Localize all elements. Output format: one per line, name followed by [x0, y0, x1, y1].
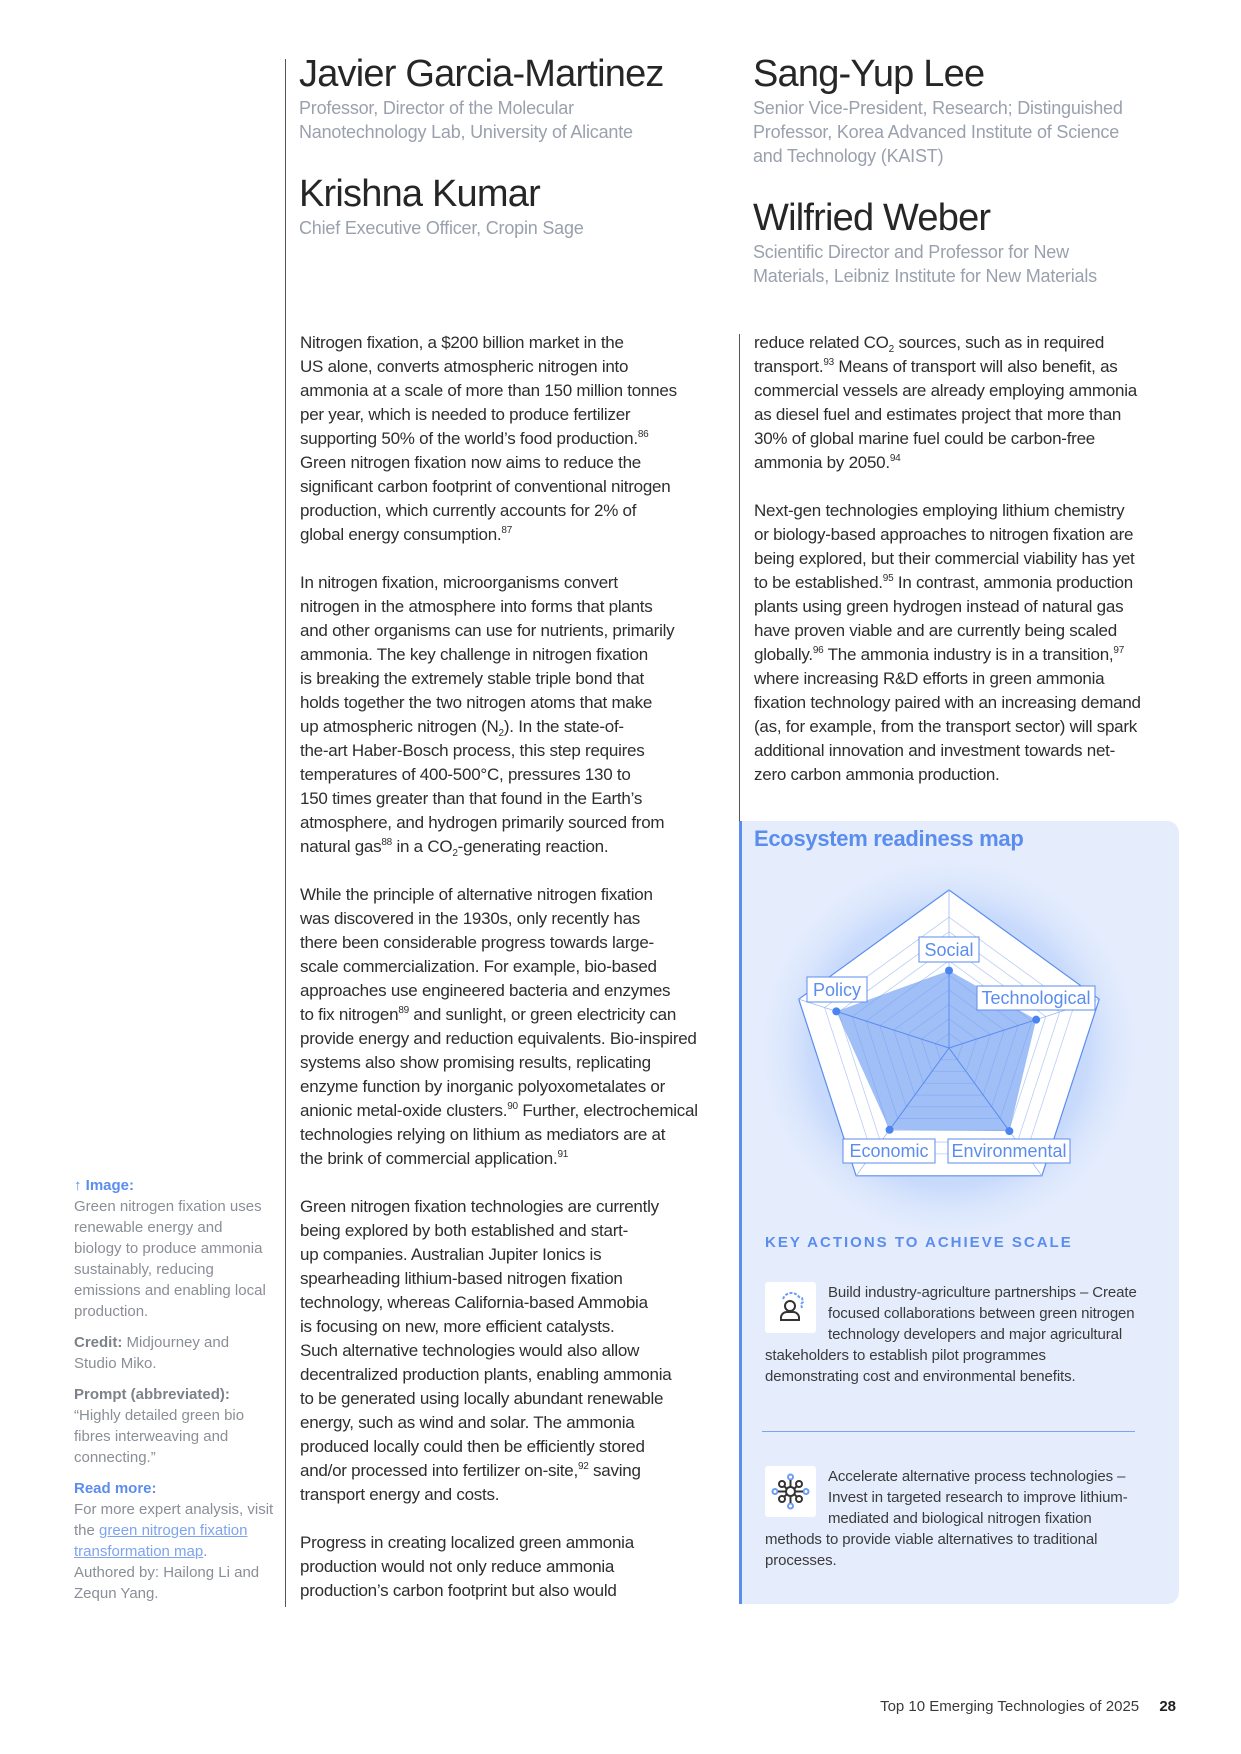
- radar-point-technological: [1032, 1016, 1040, 1024]
- text-line: additional innovation and investment towards net-: [754, 741, 1116, 760]
- text-line: 150 times greater than that found in the Earth’s: [300, 789, 643, 808]
- expert-role: Materials, Leibniz Institute for New Materials: [753, 266, 1097, 286]
- text-line: being explored by both established and start-: [300, 1221, 629, 1240]
- footnote-ref: 89: [398, 1005, 409, 1016]
- prompt-text: “Highly detailed green bio fibres interweaving and connecting.”: [74, 1407, 245, 1466]
- text-line: significant carbon footprint of conventional nitrogen: [300, 477, 671, 496]
- text-line: While the principle of alternative nitrogen fixation: [300, 885, 653, 904]
- text-line: transport energy and costs.: [300, 1485, 500, 1504]
- text-line: global energy consumption.$^{87}$: [300, 525, 513, 544]
- expert-name: Wilfried Weber: [753, 197, 991, 239]
- text-line: where increasing R&D efforts in green ammonia: [754, 669, 1105, 688]
- subscript: 2: [888, 344, 894, 355]
- expert-krishna: [299, 172, 584, 240]
- text-line: the brink of commercial application.$^{91}$: [300, 1149, 569, 1168]
- page-footer: [880, 1698, 1176, 1715]
- text-line: zero carbon ammonia production.: [754, 765, 1000, 784]
- footnote-ref: 96: [812, 645, 824, 656]
- network-hub-icon: [765, 1466, 816, 1517]
- text-line: Next-gen technologies employing lithium chemistry: [754, 501, 1125, 520]
- text-line: Green nitrogen fixation technologies are currently: [300, 1197, 659, 1216]
- text-line: was discovered in the 1930s, only recently has: [300, 909, 641, 928]
- text-line: ammonia at a scale of more than 150 million tonnes: [300, 381, 677, 400]
- text-line: ammonia by 2050.94: [754, 453, 901, 472]
- right-column-divider: [739, 334, 740, 824]
- text-line: to be established.$^{95}$ In contrast, ammonia production: [754, 573, 1133, 592]
- text-line: or biology-based approaches to nitrogen fixation are: [754, 525, 1134, 544]
- expert-sang-yup: [753, 52, 1123, 168]
- text-line: anionic metal-oxide clusters.$^{90}$ Further, electrochemical: [300, 1101, 698, 1120]
- paragraph-gap: [754, 475, 1141, 499]
- authors: Authored by: Hailong Li and Zequn Yang.: [74, 1564, 260, 1602]
- paragraph-gap: [300, 1507, 698, 1531]
- text-line: In nitrogen fixation, microorganisms convert: [300, 573, 618, 592]
- read-more-period: .: [203, 1543, 208, 1560]
- expert-javier: [299, 52, 664, 144]
- footnote-ref: 94: [889, 453, 901, 464]
- image-sidebar: [74, 1175, 274, 1604]
- expert-role: Professor, Korea Advanced Institute of Science: [753, 122, 1120, 142]
- text-line: globally.$^{96}$ The ammonia industry is in a transition,$^{97}$: [754, 645, 1125, 664]
- paragraph: [754, 499, 1141, 787]
- paragraph-gap: [300, 1171, 698, 1195]
- person-gear-icon: [765, 1282, 816, 1333]
- expert-role: Chief Executive Officer, Cropin Sage: [299, 218, 584, 238]
- text-line: transport.$^{93}$ Means of transport will also benefit, as: [754, 357, 1118, 376]
- text-line: commercial vessels are already employing ammonia: [754, 381, 1137, 400]
- radar-point-environmental: [1005, 1127, 1013, 1135]
- subscript: 2: [452, 848, 458, 859]
- paragraph-gap: [300, 859, 698, 883]
- text-line: to fix nitrogen$^{89}$ and sunlight, or green electricity can: [300, 1005, 677, 1024]
- text-line: systems also show promising results, replicating: [300, 1053, 651, 1072]
- radar-point-social: [945, 967, 953, 975]
- axis-label-policy: Policy: [812, 980, 862, 1000]
- text-line: to be generated using locally abundant renewable: [300, 1389, 664, 1408]
- text-line: nitrogen in the atmosphere into forms that plants: [300, 597, 653, 616]
- paragraph-gap: [300, 547, 698, 571]
- expert-name: Sang-Yup Lee: [753, 53, 985, 95]
- text-line: supporting 50% of the world’s food production.$^{86}$: [300, 429, 649, 448]
- text-line: is breaking the extremely stable triple bond that: [300, 669, 645, 688]
- action-text: Build industry-agriculture partnerships – Create focused collaborations between green nitrogen technology developers and major agricultural stakeholders to establish pilot programmes demonstrating cost and environmental benefits.: [765, 1284, 1137, 1385]
- text-line: production, which currently accounts for 2% of: [300, 501, 637, 520]
- text-line: natural gas$^{88}$ in a $CO_2$-generating reaction.: [300, 837, 609, 859]
- subscript: 2: [498, 728, 504, 739]
- transformation-map-link[interactable]: green nitrogen fixation transformation map: [74, 1522, 248, 1560]
- credit-label: Credit:: [74, 1334, 123, 1351]
- prompt-label: Prompt (abbreviated):: [74, 1386, 230, 1403]
- text-line: up atmospheric nitrogen $(N_2)$. In the state-of-: [300, 717, 624, 739]
- text-line: plants using green hydrogen instead of natural gas: [754, 597, 1124, 616]
- text-line: per year, which is needed to produce fertilizer: [300, 405, 631, 424]
- expert-wilfried: [753, 196, 1097, 288]
- expert-role: Senior Vice-President, Research; Distinguished: [753, 98, 1123, 118]
- text-line: is focusing on new, more efficient catalysts.: [300, 1317, 615, 1336]
- footnote-ref: 86: [637, 429, 649, 440]
- text-line: spearheading lithium-based nitrogen fixation: [300, 1269, 623, 1288]
- text-line: technology, whereas California-based Ammobia: [300, 1293, 648, 1312]
- article-column-2: [754, 331, 1141, 787]
- text-line: atmosphere, and hydrogen primarily sourced from: [300, 813, 665, 832]
- footnote-ref: 87: [501, 525, 513, 536]
- text-line: produced locally could then be efficiently stored: [300, 1437, 645, 1456]
- text-line: scale commercialization. For example, bio-based: [300, 957, 657, 976]
- image-heading: ↑ Image:: [74, 1177, 135, 1194]
- footnote-ref: 91: [557, 1149, 569, 1160]
- text-line: Nitrogen fixation, a $200 billion market in the: [300, 333, 624, 352]
- text-line: production’s carbon footprint but also would: [300, 1581, 617, 1600]
- panel-title: Ecosystem readiness map: [754, 826, 1024, 851]
- credit-text: Midjourney and Studio Miko.: [74, 1334, 230, 1372]
- text-line: and other organisms can use for nutrients, primarily: [300, 621, 675, 640]
- axis-label-environmental: Environmental: [951, 1141, 1067, 1161]
- paragraph: [300, 331, 698, 547]
- credit: [74, 1332, 274, 1374]
- image-caption: Green nitrogen fixation uses renewable energy and biology to produce ammonia sustainably, reducing emissions and enabling local production.: [74, 1198, 266, 1320]
- footnote-ref: 95: [882, 573, 894, 584]
- text-line: decentralized production plants, enabling ammonia: [300, 1365, 672, 1384]
- text-line: enzyme function by inorganic polyoxometalates or: [300, 1077, 666, 1096]
- text-line: Green nitrogen fixation now aims to reduce the: [300, 453, 641, 472]
- publication-title: Top 10 Emerging Technologies of 2025: [880, 1698, 1140, 1715]
- paragraph: [300, 1195, 698, 1507]
- text-line: Such alternative technologies would also allow: [300, 1341, 640, 1360]
- article-column-1: [300, 331, 698, 1603]
- text-line: there been considerable progress towards large-: [300, 933, 654, 952]
- action-divider: [762, 1431, 1135, 1432]
- text-line: temperatures of 400-500°C, pressures 130 to: [300, 765, 631, 784]
- left-column-divider: [285, 59, 286, 1607]
- footnote-ref: 92: [577, 1461, 589, 1472]
- footnote-ref: 93: [823, 357, 834, 368]
- text-line: being explored, but their commercial viability has yet: [754, 549, 1135, 568]
- text-line: (as, for example, from the transport sector) will spark: [754, 717, 1138, 736]
- expert-role: Professor, Director of the Molecular: [299, 98, 574, 118]
- axis-label-economic: Economic: [849, 1141, 929, 1161]
- text-line: and/or processed into fertilizer on-site,$^{92}$ saving: [300, 1461, 641, 1480]
- text-line: have proven viable and are currently being scaled: [754, 621, 1117, 640]
- expert-name: Javier Garcia-Martinez: [299, 53, 664, 95]
- ecosystem-panel: [739, 821, 1179, 1604]
- text-line: up companies. Australian Jupiter Ionics is: [300, 1245, 602, 1264]
- read-more-text: For more expert analysis, visit the: [74, 1501, 274, 1539]
- text-line: approaches use engineered bacteria and enzymes: [300, 981, 671, 1000]
- expert-role: and Technology (KAIST): [753, 146, 944, 166]
- text-line: technologies relying on lithium as mediators are at: [300, 1125, 666, 1144]
- text-line: energy, such as wind and solar. The ammonia: [300, 1413, 635, 1432]
- radar-chart: [739, 860, 1165, 1240]
- paragraph: [300, 1531, 698, 1603]
- text-line: provide energy and reduction equivalents. Bio-inspired: [300, 1029, 697, 1048]
- paragraph: [300, 883, 698, 1171]
- page-number: 28: [1159, 1698, 1176, 1715]
- paragraph: [300, 571, 698, 859]
- text-line: Progress in creating localized green ammonia: [300, 1533, 634, 1552]
- expert-role: Scientific Director and Professor for New: [753, 242, 1069, 262]
- action-item: [765, 1466, 1140, 1571]
- text-line: 30% of global marine fuel could be carbon-free: [754, 429, 1095, 448]
- text-line: the-art Haber-Bosch process, this step requires: [300, 741, 645, 760]
- action-item: [765, 1282, 1140, 1387]
- text-line: ammonia. The key challenge in nitrogen fixation: [300, 645, 648, 664]
- footnote-ref: 90: [507, 1101, 518, 1112]
- text-line: holds together the two nitrogen atoms that make: [300, 693, 653, 712]
- footnote-ref: 88: [381, 837, 392, 848]
- action-text: Accelerate alternative process technologies – Invest in targeted research to improve lithium-mediated and biological nitrogen fixation methods to provide viable alternatives to traditional processes.: [765, 1468, 1128, 1569]
- expert-role: Nanotechnology Lab, University of Alicante: [299, 122, 633, 142]
- expert-name: Krishna Kumar: [299, 173, 540, 215]
- text-line: reduce related $CO_2$ sources, such as in required: [754, 333, 1105, 355]
- footnote-ref: 97: [1113, 645, 1125, 656]
- radar-point-policy: [832, 1007, 840, 1015]
- axis-label-technological: Technological: [981, 988, 1091, 1008]
- key-actions-heading: KEY ACTIONS TO ACHIEVE SCALE: [765, 1234, 1073, 1251]
- text-line: as diesel fuel and estimates project that more than: [754, 405, 1122, 424]
- axis-label-social: Social: [924, 940, 974, 960]
- text-line: US alone, converts atmospheric nitrogen into: [300, 357, 629, 376]
- paragraph: [754, 331, 1141, 475]
- radar-point-economic: [886, 1126, 894, 1134]
- read-more-heading: Read more:: [74, 1480, 157, 1497]
- text-line: production would not only reduce ammonia: [300, 1557, 615, 1576]
- text-line: fixation technology paired with an increasing demand: [754, 693, 1141, 712]
